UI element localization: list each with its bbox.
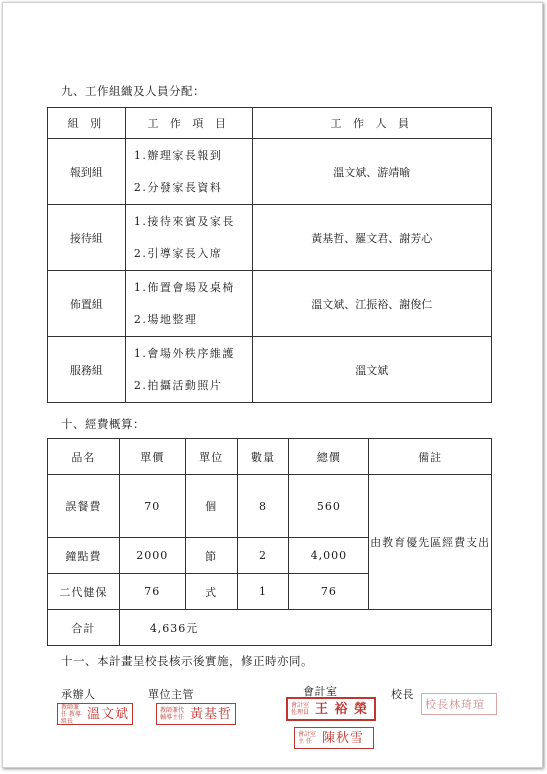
item-text: 2.拍攝活動照片 (133, 378, 223, 392)
budget-table (47, 438, 492, 646)
cell-unit-price: 2000 (119, 538, 185, 574)
group-cell: 服務組 (48, 337, 126, 403)
total-value: 4,636元 (119, 610, 491, 646)
item-text: 2.場地整理 (133, 312, 198, 326)
item-text: 1.會場外秩序維護 (133, 346, 235, 360)
header-staff: 工 作 人 員 (252, 108, 491, 139)
stamp-accounting-clerk-name: 王 裕 榮 (315, 701, 369, 717)
label-principal: 校長 (391, 688, 414, 701)
cell-unit: 式 (185, 574, 237, 610)
item-text: 1.接待來賓及家長 (133, 214, 235, 228)
items-cell (125, 205, 252, 271)
header-group: 組 別 (48, 108, 126, 139)
cell-unit: 個 (185, 475, 237, 538)
items-cell (125, 337, 252, 403)
header-quantity: 數量 (237, 439, 289, 475)
label-undertaker: 承辦人 (61, 688, 96, 701)
stamp-principal-name: 校長林琦瑄 (425, 697, 485, 711)
total-label: 合計 (48, 610, 120, 646)
item-text: 1.佈置會場及桌椅 (133, 280, 235, 294)
stamp-accounting-clerk (286, 697, 376, 721)
table-row (48, 271, 492, 337)
items-cell (125, 271, 252, 337)
stamp-undertaker (57, 703, 133, 725)
stamp-undertaker-name: 溫文斌 (86, 706, 129, 722)
cell-unit: 節 (185, 538, 237, 574)
section-11-title: 十一、本計畫呈校長核示後實施，修正時亦同。 (61, 654, 313, 668)
cell-quantity: 1 (237, 574, 289, 610)
staff-cell: 溫文斌 (252, 337, 491, 403)
stamp-unit-head-title: 教師兼代 輔導主任 (160, 707, 185, 721)
group-cell: 報到組 (48, 139, 126, 205)
table-header-row (48, 108, 492, 139)
section-10-title: 十、經費概算： (61, 417, 145, 431)
header-unit: 單位 (185, 439, 237, 475)
header-items: 工 作 項 目 (125, 108, 252, 139)
item-text: 2.分發家長資料 (133, 180, 223, 194)
header-item: 品名 (48, 439, 120, 475)
cell-unit-price: 76 (119, 574, 185, 610)
cell-quantity: 8 (237, 475, 289, 538)
staff-assignment-table (47, 107, 492, 403)
section-9-title: 九、工作組織及人員分配： (61, 84, 205, 98)
stamp-principal (421, 693, 497, 715)
label-unit-head: 單位主管 (148, 688, 194, 701)
staff-cell: 溫文斌、游靖喻 (252, 139, 491, 205)
cell-item: 誤餐費 (48, 475, 120, 538)
stamp-accounting-director-title: 會計室 主 任 (298, 731, 317, 745)
group-cell: 佈置組 (48, 271, 126, 337)
cell-total-price: 560 (289, 475, 369, 538)
group-cell: 接待組 (48, 205, 126, 271)
total-row (48, 610, 492, 646)
items-cell (125, 139, 252, 205)
staff-cell: 黃基哲、羅文君、謝芳心 (252, 205, 491, 271)
header-unit-price: 單價 (119, 439, 185, 475)
item-text: 1.辦理家長報到 (133, 148, 223, 162)
table-row (48, 337, 492, 403)
stamp-unit-head (156, 703, 236, 725)
staff-cell: 溫文斌、江振裕、謝俊仁 (252, 271, 491, 337)
cell-unit-price: 70 (119, 475, 185, 538)
stamp-accounting-director-name: 陳秋雪 (322, 730, 365, 746)
table-row (48, 139, 492, 205)
cell-item: 二代健保 (48, 574, 120, 610)
label-accounting: 會計室 (303, 685, 338, 698)
stamp-undertaker-title: 教師兼任 教導組長 (61, 703, 81, 725)
stamp-unit-head-name: 黃基哲 (189, 706, 232, 722)
cell-total-price: 76 (289, 574, 369, 610)
document-page (2, 2, 543, 768)
table-header-row (48, 439, 492, 475)
cell-quantity: 2 (237, 538, 289, 574)
table-row (48, 205, 492, 271)
cell-total-price: 4,000 (289, 538, 369, 574)
cell-item: 鐘點費 (48, 538, 120, 574)
remark-cell: 由教育優先區經費支出 (369, 475, 492, 610)
item-text: 2.引導家長入席 (133, 246, 223, 260)
header-total-price: 總價 (289, 439, 369, 475)
stamp-accounting-director (294, 727, 374, 749)
table-row (48, 475, 492, 538)
stamp-accounting-clerk-title: 會計室 佐理員 (291, 702, 310, 716)
header-remark: 備註 (369, 439, 492, 475)
